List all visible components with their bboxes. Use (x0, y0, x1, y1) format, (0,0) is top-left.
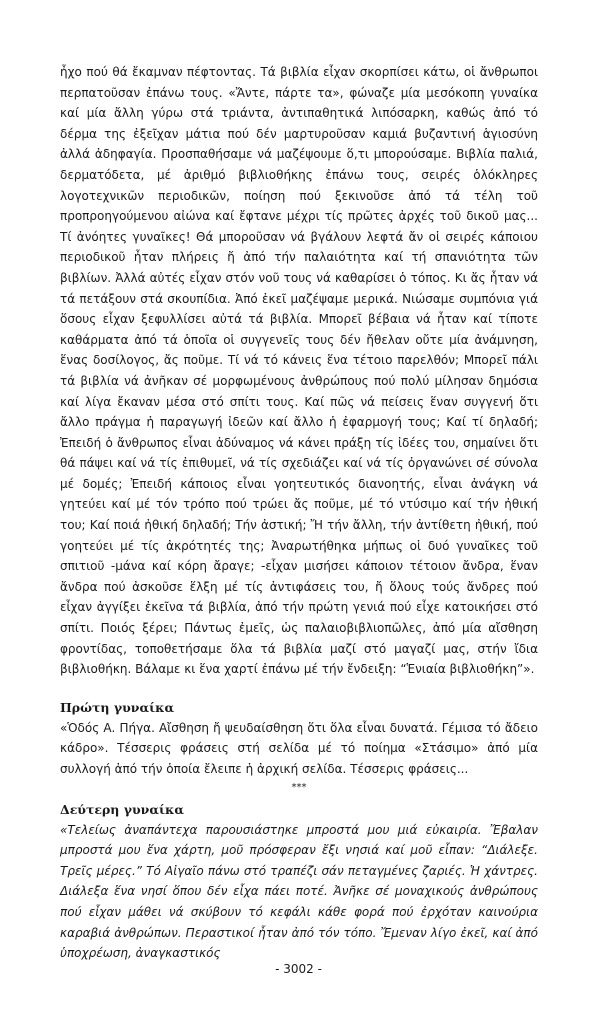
section-heading-first-woman: Πρώτη γυναίκα (60, 699, 175, 715)
section-separator: *** (291, 781, 307, 793)
page-number: - 3002 - (275, 962, 322, 976)
page-content (60, 62, 538, 964)
section-text-second-woman: «Τελείως ἀναπάντεχα παρουσιάστηκε μπροστά μου μιά εὐκαιρία. Ἔβαλαν μπροστά μου ἕνα χάρτη, μοῦ πρόσφεραν ἔξι νησιά καί μοῦ εἶπαν: “Διάλεξε. Τρεῖς μέρες.” Τό Αἰγαῖο πάνω στό τραπέζι σάν πεταγμένες ζαριές. Ἡ χάντρες. Διάλεξα ἕνα νησί ὅπου δέν εἶχα πάει ποτέ. Ἀνῆκε σέ μοναχικούς ἀνθρώπους πού εἶχαν μάθει νά σκύβουν τό κεφάλι κάθε φορά πού ἐρχόταν καινούρια καραβιά ἀνθρώπων. Περαστικοί ἦταν ἀπό τόν τόπο. Ἔμεναν λίγο ἐκεῖ, καί ἀπό ὑποχρέωση, ἀναγκαστικός (60, 822, 538, 961)
body-paragraph: ἦχο πού θά ἔκαμναν πέφτοντας. Τά βιβλία εἶχαν σκορπίσει κάτω, οἱ ἄνθρωποι περπατοῦσαν ἐπάνω τους. «Ἄντε, πάρτε τα», φώναζε μία μεσόκοπη γυναίκα καί μία ἄλλη γύρω στά τριάντα, ἀντιπαθητικά λιπόσαρκη, καθώς ἀπό τό δέρμα της ἐξεῖχαν μάτια πού δέν μαρτυροῦσαν καμιά βυζαντινή ἁγιοσύνη ἀλλά ἀδηφαγία. Προσπαθήσαμε νά μαζέψουμε ὅ,τι μπορούσαμε. Βιβλία παλιά, δερματόδετα, μέ ἀριθμό βιβλιοθήκης ἐπάνω τους, σειρές ὁλόκληρες λογοτεχνικῶν περιοδικῶν, ποίηση πού ξεκινοῦσε ἀπό τά τέλη τοῦ προπροηγούμενου αἰώνα καί ἔφτανε μέχρι τίς πρῶτες ἀρχές τοῦ δικοῦ μας... Τί ἀνόητες γυναῖκες! Θά μποροῦσαν νά βγάλουν λεφτά ἄν οἱ σειρές κάποιου περιοδικοῦ ἦταν πλήρεις ἤ ἀπό τήν παλαιότητα καί τή σπανιότητα τῶν βιβλίων. Ἀλλά αὐτές εἶχαν στόν νοῦ τους νά καθαρίσει ὁ τόπος. Κι ἄς ἦταν νά τά πετάξουν στά σκουπίδια. Ἀπό ἐκεῖ μαζέψαμε μερικά. Νιώσαμε συμπόνια γιά ὅσους εἶχαν ξεφυλλίσει αὐτά τά βιβλία. Μπορεῖ βέβαια νά ἦταν καί τίποτε καθάρματα ἀπό τά ὁποῖα οἱ συγγενεῖς τους δέν ἤθελαν οὔτε μία ἀνάμνηση, ἕνας δοσίλογος, ἄς ποῦμε. Τί νά τό κάνεις ἕνα τέτοιο παρελθόν; Μπορεῖ πάλι τά βιβλία νά ἀνῆκαν σέ μορφωμένους ἀνθρώπους πού πολύ μίλησαν δημόσια καί λίγα ἔκαναν μέσα στό σπίτι τους. Καί πῶς νά πείσεις ἕναν συγγενή ὅτι ἄλλο πράγμα ἡ παραγωγή ἰδεῶν καί ἄλλο ἡ ἐφαρμογή τους; Καί τί δηλαδή; Ἐπειδή ὁ ἄνθρωπος εἶναι ἀδύναμος νά κάνει πράξη τίς ἰδέες του, σημαίνει ὅτι θά πάψει καί νά τίς ἐπιθυμεῖ, νά τίς σχεδιάζει καί νά τίς ὀργανώνει σέ σύνολα μέ δομές; Ἐπειδή κάποιος εἶναι γοητευτικός διανοητής, εἶναι ἀνάγκη νά γητεύει καί μέ τόν τρόπο πού τρώει ἄς ποῦμε, μέ τό ντύσιμο καί τήν ἠθική του; Καί ποιά ἠθική δηλαδή; Τήν ἀστική; Ἤ τήν ἄλλη, τήν ἀντίθετη ἠθική, πού γοητεύει μέ τίς ἀκρότητές της; Ἀναρωτήθηκα μήπως οἱ δυό γυναῖκες τοῦ σπιτιοῦ -μάνα καί κόρη ἄραγε; -εἶχαν μισήσει κάποιον τέτοιον ἄνδρα, ἕναν ἄνδρα πού ἀσκοῦσε ἕλξη μέ τίς ἀντιφάσεις του, ἤ ὅλους τούς ἄνδρες πού εἶχαν ἀγγίξει ἐκεῖνα τά βιβλία, ἀπό τήν πρώτη γενιά πού εἶχε κατοικήσει στό σπίτι. Ποιός ξέρει; Πάντως ἐμεῖς, ὡς παλαιοβιβλιοπῶλες, ἀπό μία αἴσθηση φροντίδας, τοποθετήσαμε ὅλα τά βιβλία μαζί στό μαγαζί μας, στήν ἴδια βιβλιοθήκη. Βάλαμε κι ἕνα χαρτί ἐπάνω μέ τήν ἔνδειξη: “Ἑνιαία βιβλιοθήκη”». (60, 65, 538, 677)
section-heading-second-woman: Δεύτερη γυναίκα (60, 801, 184, 817)
section-text-first-woman: «Ὁδός Α. Πήγα. Αἴσθηση ἤ ψευδαίσθηση ὅτι ὅλα εἶναι δυνατά. Γέμισα τό ἄδειο κάδρο». Τέσσερις φράσεις στή σελίδα μέ τό ποίημα «Στάσιμο» ἀπό μία συλλογή ἀπό τήν ὁποία ἔλειπε ἡ ἀρχική σελίδα. Τέσσερις φράσεις... (60, 720, 538, 776)
